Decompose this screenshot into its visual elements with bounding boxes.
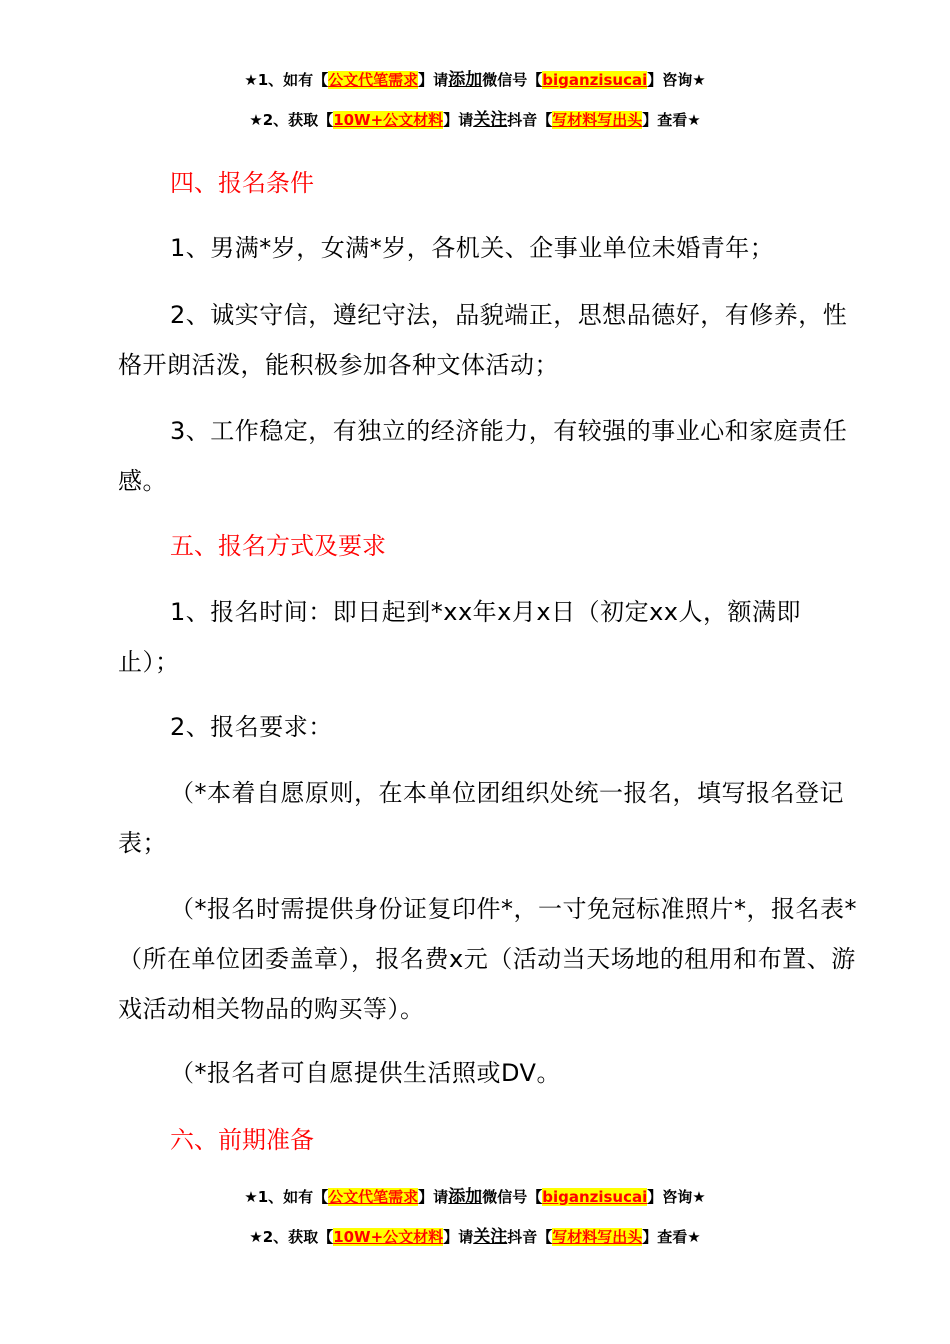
- banner-text: 】查看★: [642, 1228, 701, 1246]
- banner-text: 】查看★: [642, 111, 701, 129]
- banner-underline: 关注: [473, 1227, 508, 1247]
- paragraph-4-1: 1、男满*岁，女满*岁，各机关、企事业单位未婚青年；: [170, 234, 775, 262]
- banner-text: ★1、如有【: [244, 1188, 329, 1206]
- section-heading-4: 四、报名条件: [170, 169, 314, 197]
- banner-highlight: biganzisucai: [542, 1188, 648, 1206]
- banner-underline: 添加: [448, 70, 483, 90]
- section-heading-5: 五、报名方式及要求: [170, 532, 386, 560]
- promo-banner-top-line1: [0, 70, 950, 90]
- paragraph-5-3: （*本着自愿原则，在本单位团组织处统一报名，填写报名登记表；: [118, 779, 844, 857]
- paragraph-5-2: 2、报名要求：: [170, 713, 333, 741]
- banner-underline: 添加: [448, 1187, 483, 1207]
- banner-text: 】咨询★: [647, 71, 706, 89]
- banner-highlight: 公文代笔需求: [328, 71, 419, 89]
- banner-highlight: 10W+公文材料: [333, 1228, 444, 1246]
- paragraph-5-5: （*报名者可自愿提供生活照或DV。: [170, 1059, 561, 1087]
- banner-text: 】请: [443, 111, 474, 129]
- banner-text: ★2、获取【: [249, 111, 334, 129]
- banner-highlight: biganzisucai: [542, 71, 648, 89]
- paragraph-4-3: 3、工作稳定，有独立的经济能力，有较强的事业心和家庭责任感。: [118, 417, 848, 495]
- banner-highlight: 10W+公文材料: [333, 111, 444, 129]
- promo-banner-top-line2: [0, 110, 950, 130]
- banner-text: 】请: [418, 1188, 449, 1206]
- banner-highlight: 写材料写出头: [552, 1228, 643, 1246]
- banner-text: 抖音【: [507, 1228, 553, 1246]
- section-heading-6: 六、前期准备: [170, 1126, 314, 1154]
- paragraph-5-4: （*报名时需提供身份证复印件*，一寸免冠标准照片*，报名表*（所在单位团委盖章），报名费x元（活动当天场地的租用和布置、游戏活动相关物品的购买等）。: [118, 895, 857, 1023]
- promo-banner-bottom-line2: [0, 1227, 950, 1247]
- banner-highlight: 公文代笔需求: [328, 1188, 419, 1206]
- banner-text: 抖音【: [507, 111, 553, 129]
- promo-banner-bottom-line1: [0, 1187, 950, 1207]
- banner-text: ★1、如有【: [244, 71, 329, 89]
- banner-text: ★2、获取【: [249, 1228, 334, 1246]
- paragraph-4-2: 2、诚实守信，遵纪守法，品貌端正，思想品德好，有修养，性格开朗活泼，能积极参加各种文体活动；: [118, 301, 848, 379]
- banner-text: 】请: [443, 1228, 474, 1246]
- banner-underline: 关注: [473, 110, 508, 130]
- banner-highlight: 写材料写出头: [552, 111, 643, 129]
- banner-text: 微信号【: [482, 1188, 543, 1206]
- banner-text: 微信号【: [482, 71, 543, 89]
- paragraph-5-1: 1、报名时间：即日起到*xx年x月x日（初定xx人，额满即止）；: [118, 598, 801, 676]
- banner-text: 】咨询★: [647, 1188, 706, 1206]
- banner-text: 】请: [418, 71, 449, 89]
